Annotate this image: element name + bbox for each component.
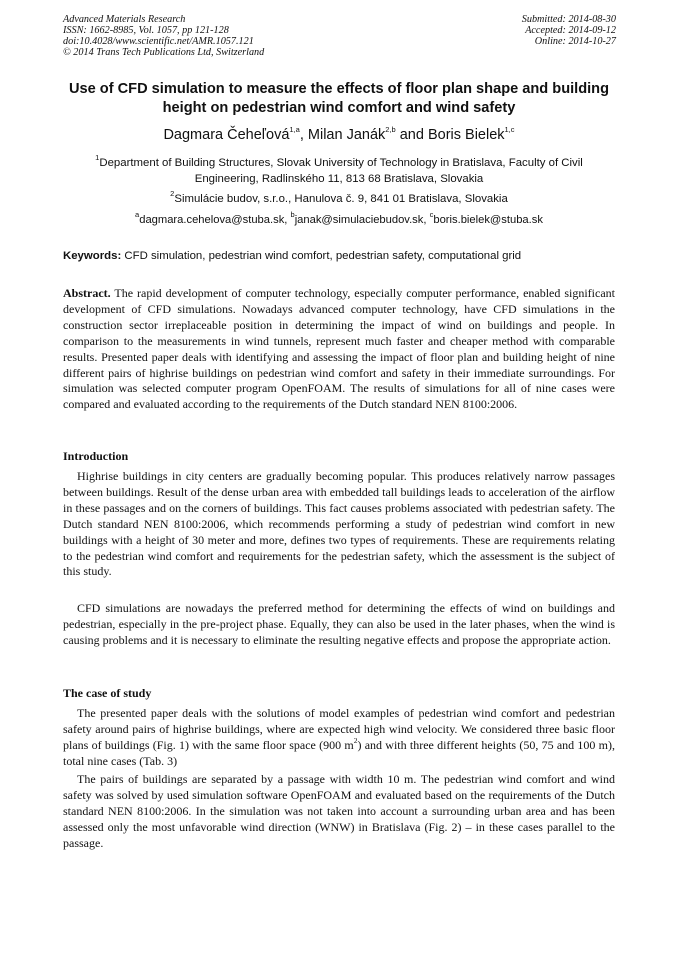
section-heading-introduction: Introduction <box>63 449 129 463</box>
abstract-label: Abstract. <box>63 286 111 300</box>
email-link[interactable]: dagmara.cehelova@stuba.sk, <box>139 214 291 226</box>
keywords-text: CFD simulation, pedestrian wind comfort, pedestrian safety, computational grid <box>121 250 522 262</box>
introduction-paragraph-1: Highrise buildings in city centers are gradually becoming popular. This produces relatively narrow passages between buildings. Result of the dense urban area with embedded tall buildings leads to acceleration of the airflow in these passages and on the corners of buildings. This fact causes problems associated with pedestrian safety. The Dutch standard NEN 8100:2006, which recommends performing a study of pedestrian wind comfort in new buildings with a height of 30 meter and more, defines two types of requirements. These are requirements relating to the pedestrian wind comfort and requirements for the pedestrian safety, which the assessment is the subject of this study. <box>63 469 615 579</box>
author-name: Dagmara Čeheľová <box>163 127 290 143</box>
section-heading-case-study: The case of study <box>63 686 152 700</box>
author-separator: , <box>299 127 308 143</box>
affiliation-text: Simulácie budov, s.r.o., Hanulova č. 9, 841 01 Bratislava, Slovakia <box>174 193 508 205</box>
email-link[interactable]: boris.bielek@stuba.sk <box>433 214 543 226</box>
author-name: Milan Janák <box>307 127 386 143</box>
accepted-date: Accepted: 2014-09-12 <box>525 25 616 36</box>
superscript: 2 <box>353 735 358 745</box>
email-marker: b <box>290 210 295 220</box>
doi-line: doi:10.4028/www.scientific.net/AMR.1057.121 <box>63 36 254 47</box>
case-study-text: ) and with three different heights (50, 75 and 100 m), total nine cases (Tab. 3) <box>63 737 615 768</box>
submitted-date: Submitted: 2014-08-30 <box>521 14 616 25</box>
case-study-paragraph-2: The pairs of buildings are separated by a passage with width 10 m. The pedestrian wind comfort and wind safety was solved by used simulation software OpenFOAM and evaluated based on the requirements of the Dutch standard NEN 8100:2006. In the simulation was not taken into account a surrounding urban area and has been assessed only the most unfavorable wind direction (WNW) in Bratislava (Fig. 2) – in these cases parallel to the passage. <box>63 772 615 850</box>
online-date: Online: 2014-10-27 <box>534 36 616 47</box>
journal-name: Advanced Materials Research <box>63 14 186 25</box>
issn-line: ISSN: 1662-8985, Vol. 1057, pp 121-128 <box>63 25 229 36</box>
email-marker: a <box>135 210 140 220</box>
journal-header-left <box>63 14 264 58</box>
affiliation-marker: 2 <box>170 189 175 199</box>
affiliation-text: Department of Building Structures, Slovak University of Technology in Bratislava, Faculty of Civil Engineering, Radlinského 11, 813 68 Bratislava, Slovakia <box>99 157 583 185</box>
affiliation-2 <box>63 189 615 208</box>
journal-header-right <box>522 14 616 47</box>
paper-title: Use of CFD simulation to measure the effects of floor plan shape and building height on pedestrian wind comfort and wind safety <box>68 81 610 116</box>
author-list <box>63 126 615 144</box>
author-superscript: 2,b <box>385 125 396 135</box>
keywords-label: Keywords: <box>63 250 122 262</box>
author-name: Boris Bielek <box>427 127 505 143</box>
author-superscript: 1,a <box>289 125 300 135</box>
email-marker: c <box>429 210 434 220</box>
introduction-paragraph-2: CFD simulations are nowadays the preferred method for determining the effects of wind on buildings and pedestrian, especially in the pre-project phase. Equally, they can also be used in the later phases, when the wind is causing problems and it is necessary to eliminate the resulting negative effects and propose the appropriate action. <box>63 601 615 647</box>
affiliation-1 <box>63 153 615 187</box>
abstract <box>63 286 615 413</box>
copyright-line: © 2014 Trans Tech Publications Ltd, Switzerland <box>63 47 265 58</box>
affiliation-marker: 1 <box>95 153 100 163</box>
email-link[interactable]: janak@simulaciebudov.sk, <box>294 214 430 226</box>
case-study-text: The presented paper deals with the solutions of model examples of pedestrian wind comfort and pedestrian safety around pairs of highrise buildings, where are expected high wind velocity. We considered three basic floor plans of buildings (Fig. 1) with the same floor space (900 m <box>63 706 615 752</box>
author-superscript: 1,c <box>504 125 515 135</box>
author-emails <box>63 210 615 229</box>
abstract-text: The rapid development of computer technology, especially computer performance, enabled significant development of CFD simulations. Nowadays advanced computer technology, have CFD simulations in the construction sector irreplaceable position in determining the impact of wind on buildings and people. In comparison to the measurements in wind tunnels, represent much faster and cheaper method with comparable results. Presented paper deals with identifying and assessing the impact of floor plan and building height of nine different pairs of highrise buildings on pedestrian wind comfort and safety in their immediate surroundings. For simulation was selected computer program OpenFOAM. The results of simulations for all of nine cases were compared and evaluated according to the requirements of the Dutch standard NEN 8100:2006. <box>63 286 615 412</box>
author-separator: and <box>395 127 428 143</box>
case-study-paragraph-1 <box>63 706 615 770</box>
keywords <box>63 249 615 264</box>
